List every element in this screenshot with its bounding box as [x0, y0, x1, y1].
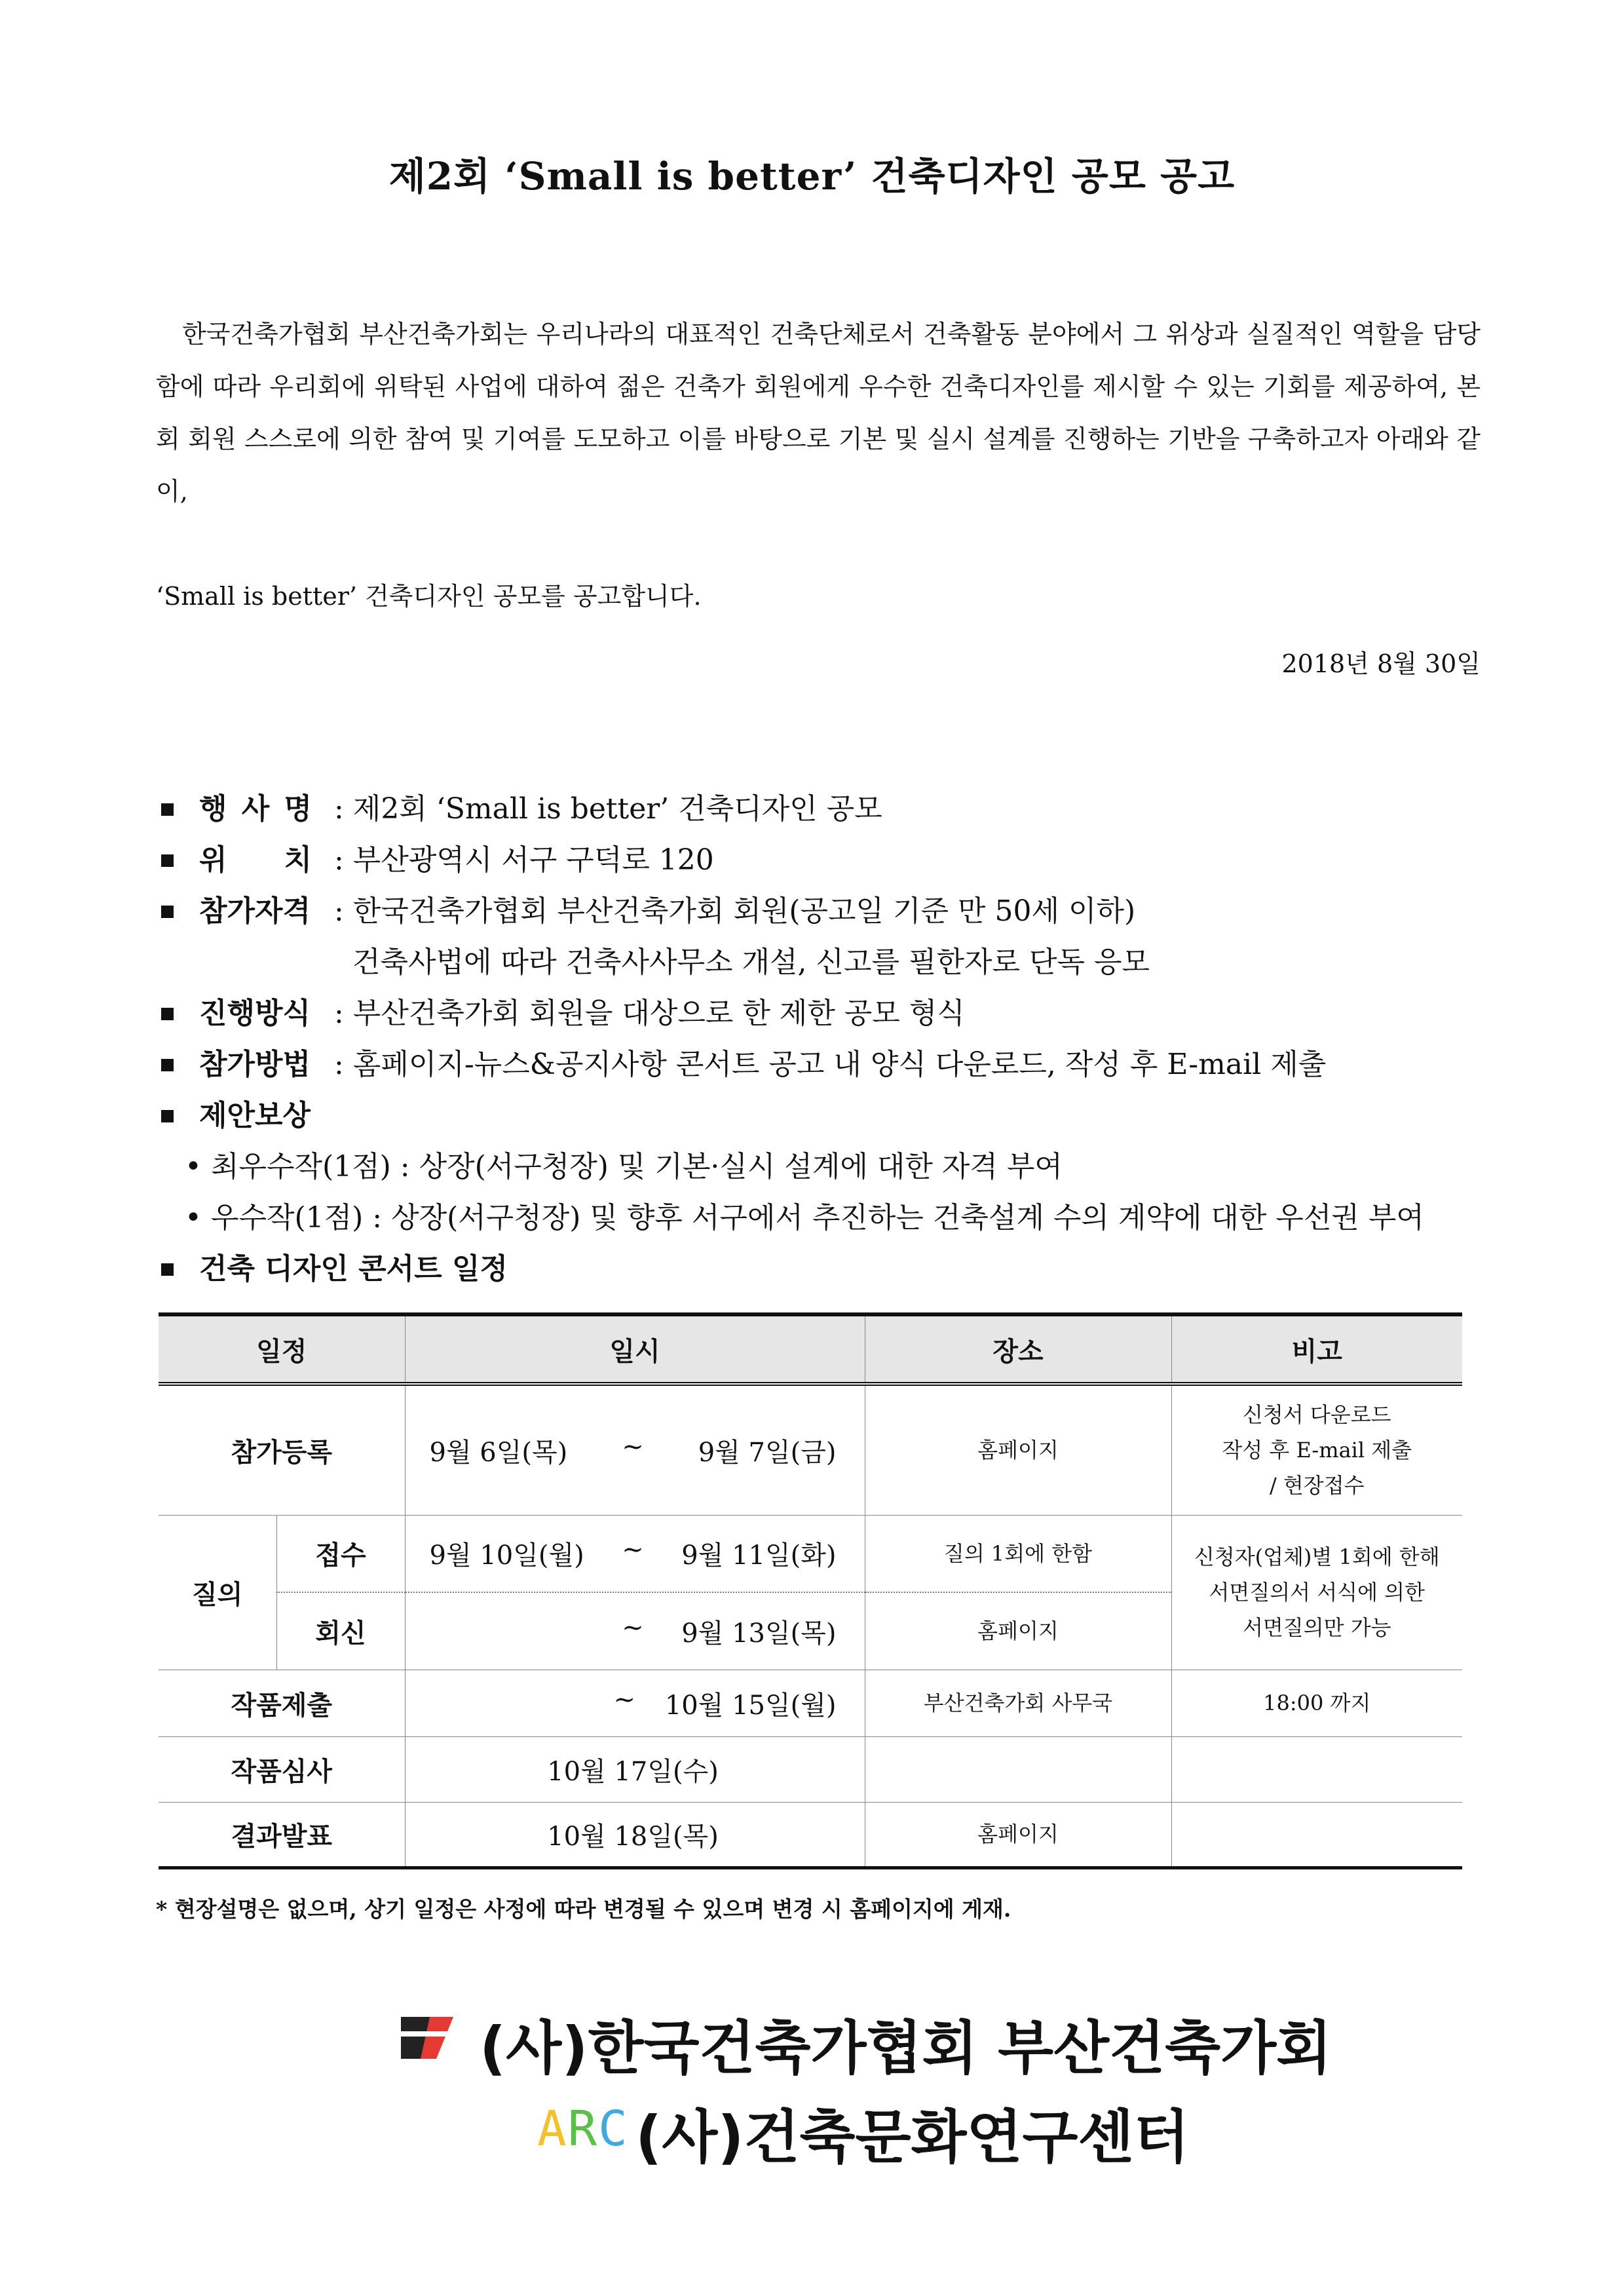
location-value: : 부산광역시 서구 구덕로 120	[334, 843, 714, 877]
schedule-label: 건축 디자인 콘서트 일정	[199, 1252, 508, 1286]
review-datetime	[405, 1736, 865, 1802]
question-reply-place: 홈페이지	[865, 1592, 1171, 1670]
submission-note: 18:00 까지	[1171, 1670, 1462, 1736]
arc-logo-letter: A	[537, 2101, 568, 2157]
question-note-line: 신청자(업체)별 1회에 한해	[1194, 1544, 1440, 1569]
kia-busan-logo-icon	[401, 2012, 460, 2064]
header-datetime: 일시	[405, 1314, 865, 1384]
registration-note-line: / 현장접수	[1269, 1473, 1365, 1499]
submission-label: 작품제출	[159, 1670, 405, 1736]
square-bullet-icon	[161, 803, 174, 816]
table-row-review	[159, 1736, 1462, 1802]
arc-logo-letter: R	[567, 2101, 599, 2157]
registration-from: 9월 6일(목)	[429, 1437, 568, 1468]
reward-item-1: • 최우수작(1점) : 상장(서구청장) 및 기본·실시 설계에 대한 자격 부여	[185, 1150, 1063, 1183]
review-label: 작품심사	[159, 1736, 405, 1802]
table-row-question-receive	[159, 1515, 1462, 1592]
table-row-registration	[159, 1384, 1462, 1515]
intro-text	[156, 308, 1481, 622]
square-bullet-icon	[161, 906, 174, 918]
submission-tilde: ~	[613, 1684, 636, 1715]
submission-to: 10월 15일(월)	[664, 1690, 837, 1721]
question-reply-label: 회신	[276, 1592, 405, 1670]
review-place	[865, 1736, 1171, 1802]
apply-label: 참가방법	[199, 1048, 311, 1081]
question-reply-to: 9월 13일(목)	[681, 1618, 837, 1649]
registration-datetime	[405, 1384, 865, 1515]
question-receive-tilde: ~	[622, 1535, 644, 1565]
submission-place: 부산건축가회 사무국	[865, 1670, 1171, 1736]
announcement-date-value: 10월 18일(목)	[547, 1821, 719, 1852]
announcement-note	[1171, 1802, 1462, 1867]
question-receive-to: 9월 11일(화)	[681, 1540, 837, 1571]
square-bullet-icon	[161, 854, 174, 867]
announcement-datetime	[405, 1802, 865, 1867]
question-receive-from: 9월 10일(월)	[429, 1540, 584, 1571]
announcement-date: 2018년 8월 30일	[1281, 649, 1481, 678]
question-label: 질의	[159, 1515, 276, 1670]
submission-datetime	[405, 1670, 865, 1736]
intro-paragraph-2: ‘Small is better’ 건축디자인 공모를 공고합니다.	[156, 582, 702, 611]
footnote: * 현장설명은 없으며, 상기 일정은 사정에 따라 변경될 수 있으며 변경 시 홈페이지에 게재.	[156, 1896, 1011, 1922]
registration-label: 참가등록	[159, 1384, 405, 1515]
question-reply-tilde: ~	[622, 1612, 644, 1643]
reward-label: 제안보상	[199, 1099, 311, 1132]
arc-logo-letter: C	[598, 2101, 629, 2157]
review-date: 10월 17일(수)	[547, 1756, 719, 1787]
method-value: : 부산건축가회 회원을 대상으로 한 제한 공모 형식	[334, 997, 965, 1030]
announcement-label: 결과발표	[159, 1802, 405, 1867]
intro-paragraph-1: 한국건축가협회 부산건축가회는 우리나라의 대표적인 건축단체로서 건축활동 분야에서 그 위상과 실질적인 역할을 담당함에 따라 우리회에 위탁된 사업에 대하여 젊은 건축가 회원에게 우수한 건축디자인를 제시할 수 있는 기회를 제공하여, 본회 회원 스스로에 의한 참여 및 기여를 도모하고 이를 바탕으로 기본 및 실시 설계를 진행하는 기반을 구축하고자 아래와 같이,	[156, 320, 1481, 506]
eligibility-continued: 건축사법에 따라 건축사사무소 개설, 신고를 필한자로 단독 응모	[352, 946, 1150, 979]
arc-logo	[537, 2101, 629, 2157]
square-bullet-icon	[161, 1059, 174, 1071]
header-schedule: 일정	[159, 1314, 405, 1384]
question-note-line: 서면질의만 가능	[1242, 1615, 1391, 1640]
schedule-table	[159, 1312, 1462, 1869]
question-note-line: 서면질의서 서식에 의한	[1209, 1580, 1425, 1605]
method-label: 진행방식	[199, 997, 311, 1030]
square-bullet-icon	[161, 1263, 174, 1276]
question-receive-label: 접수	[276, 1515, 405, 1592]
registration-note-line: 작성 후 E-mail 제출	[1222, 1438, 1412, 1463]
square-bullet-icon	[161, 1008, 174, 1020]
eligibility-value: : 한국건축가협회 부산건축가회 회원(공고일 기준 만 50세 이하)	[334, 894, 1136, 928]
question-receive-datetime	[405, 1515, 865, 1592]
registration-tilde: ~	[622, 1431, 644, 1462]
organization-2: (사)건축문화연구센터	[635, 2103, 1190, 2171]
header-note: 비고	[1171, 1314, 1462, 1384]
review-note	[1171, 1736, 1462, 1802]
organization-1: (사)한국건축가협회 부산건축가회	[480, 2014, 1332, 2082]
event-name-value: : 제2회 ‘Small is better’ 건축디자인 공모	[334, 792, 882, 826]
square-bullet-icon	[161, 1110, 174, 1122]
location-label: 위 치	[199, 843, 312, 877]
question-receive-place: 질의 1회에 한함	[865, 1515, 1171, 1592]
announcement-place: 홈페이지	[865, 1802, 1171, 1867]
table-row-announcement	[159, 1802, 1462, 1867]
header-place: 장소	[865, 1314, 1171, 1384]
table-row-submission	[159, 1670, 1462, 1736]
registration-note	[1171, 1384, 1462, 1515]
reward-item-2: • 우수작(1점) : 상장(서구청장) 및 향후 서구에서 추진하는 건축설계 수의 계약에 대한 우선권 부여	[185, 1201, 1424, 1234]
apply-value: : 홈페이지-뉴스&공지사항 콘서트 공고 내 양식 다운로드, 작성 후 E-mail 제출	[334, 1048, 1327, 1081]
event-name-label: 행 사 명	[199, 792, 312, 826]
registration-to: 9월 7일(금)	[698, 1437, 837, 1468]
question-reply-datetime	[405, 1592, 865, 1670]
registration-note-line: 신청서 다운로드	[1242, 1402, 1391, 1428]
eligibility-label: 참가자격	[199, 894, 311, 928]
table-header-row	[159, 1314, 1462, 1384]
question-note	[1171, 1515, 1462, 1670]
document-title: 제2회 ‘Small is better’ 건축디자인 공모 공고	[388, 154, 1236, 199]
registration-place: 홈페이지	[865, 1384, 1171, 1515]
